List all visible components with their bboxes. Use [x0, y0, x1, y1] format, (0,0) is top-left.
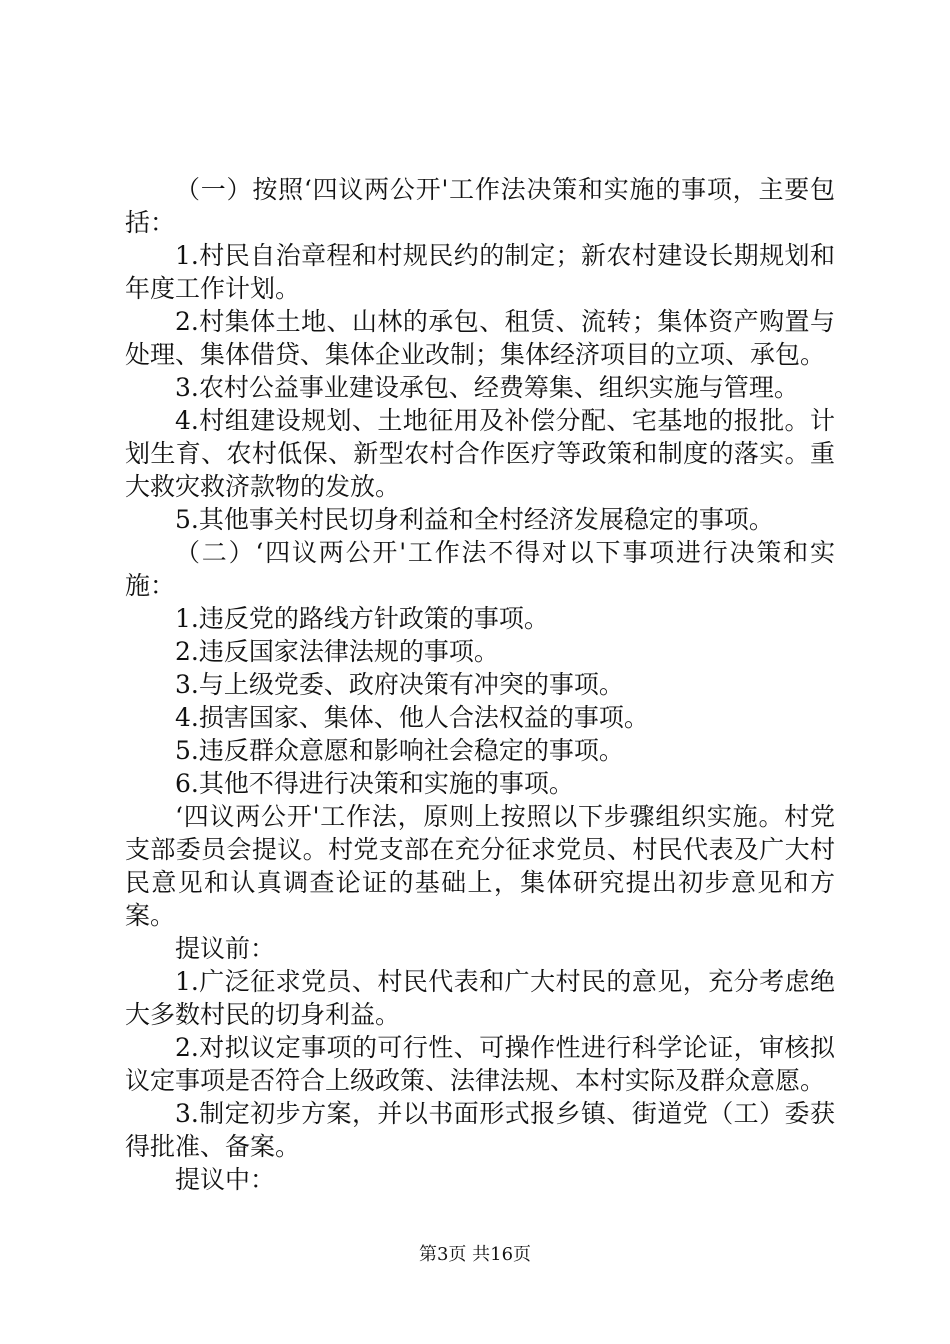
list-item: 4.损害国家、集体、他人合法权益的事项。 [175, 703, 649, 732]
list-item: 2.对拟议定事项的可行性、可操作性进行科学论证，审核拟议定事项是否符合上级政策、法律法规、本村实际及群众意愿。 [125, 1033, 835, 1095]
list-item: 1.村民自治章程和村规民约的制定；新农村建设长期规划和年度工作计划。 [125, 241, 835, 303]
list-item: 1.广泛征求党员、村民代表和广大村民的意见，充分考虑绝大多数村民的切身利益。 [125, 967, 835, 1029]
section-heading-2: （二）‘四议两公开'工作法不得对以下事项进行决策和实施： [125, 538, 835, 600]
list-item: 3.农村公益事业建设承包、经费筹集、组织实施与管理。 [175, 373, 799, 402]
list-item: 6.其他不得进行决策和实施的事项。 [175, 769, 574, 798]
body-paragraph: ‘四议两公开'工作法，原则上按照以下步骤组织实施。村党支部委员会提议。村党支部在充分征求党员、村民代表及广大村民意见和认真调查论证的基础上，集体研究提出初步意见和方案。 [125, 802, 835, 930]
list-item: 1.违反党的路线方针政策的事项。 [175, 604, 549, 633]
list-item: 2.违反国家法律法规的事项。 [175, 637, 499, 666]
list-item: 3.与上级党委、政府决策有冲突的事项。 [175, 670, 624, 699]
document-body [125, 173, 835, 1196]
list-item: 2.村集体土地、山林的承包、租赁、流转；集体资产购置与处理、集体借贷、集体企业改制；集体经济项目的立项、承包。 [125, 307, 835, 369]
page-footer: 第3页 共16页 [418, 1244, 532, 1265]
subheading-during-proposal: 提议中： [175, 1165, 276, 1194]
section-heading-1: （一）按照‘四议两公开'工作法决策和实施的事项，主要包括： [125, 175, 835, 237]
subheading-before-proposal: 提议前： [175, 934, 276, 963]
list-item: 4.村组建设规划、土地征用及补偿分配、宅基地的报批。计划生育、农村低保、新型农村合作医疗等政策和制度的落实。重大救灾救济款物的发放。 [125, 406, 835, 501]
list-item: 3.制定初步方案，并以书面形式报乡镇、街道党（工）委获得批准、备案。 [125, 1099, 835, 1161]
list-item: 5.违反群众意愿和影响社会稳定的事项。 [175, 736, 624, 765]
list-item: 5.其他事关村民切身利益和全村经济发展稳定的事项。 [175, 505, 774, 534]
